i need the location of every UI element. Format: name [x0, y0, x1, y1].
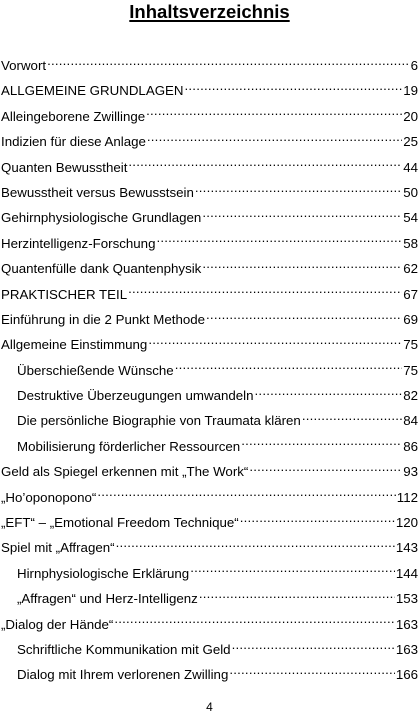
toc-entry-page: 6 — [410, 58, 418, 73]
toc-entry — [1, 612, 418, 637]
toc-entry — [1, 282, 418, 307]
dot-leader — [116, 539, 395, 552]
toc-entry — [1, 53, 418, 78]
toc-entry-page: 19 — [403, 83, 418, 99]
toc-entry-page: 67 — [403, 286, 418, 302]
toc-entry — [1, 129, 418, 154]
toc-entry-page: 93 — [403, 464, 418, 480]
toc-entry — [1, 78, 418, 103]
dot-leader — [175, 361, 403, 374]
dot-leader — [114, 615, 394, 628]
toc-entry-label: „Ho’oponopono“ — [1, 489, 97, 505]
toc-entry-page: 58 — [403, 235, 418, 251]
toc-entry — [1, 459, 418, 484]
toc-entry-label: Bewusstheit versus Bewusstsein — [1, 184, 194, 200]
toc-entry-page: 82 — [403, 388, 418, 404]
dot-leader — [199, 590, 395, 603]
dot-leader — [255, 387, 403, 400]
toc-entry — [1, 307, 418, 332]
toc-entry-label: „Dialog der Hände“ — [1, 616, 114, 632]
toc-entry — [1, 155, 418, 180]
toc-entry-page: 20 — [403, 108, 418, 124]
toc-entry-page: 143 — [395, 540, 418, 556]
toc-entry-page: 62 — [403, 261, 418, 277]
dot-leader — [302, 412, 402, 425]
toc-entry-label: Dialog mit Ihrem verlorenen Zwilling — [17, 667, 229, 683]
toc-entry-label: Überschießende Wünsche — [17, 362, 174, 378]
dot-leader — [97, 488, 395, 501]
toc-entry-page: 44 — [403, 159, 418, 175]
toc-entry — [1, 104, 418, 129]
toc-entry-page: 84 — [403, 413, 418, 429]
toc-entry-label: Geld als Spiegel erkennen mit „The Work“ — [1, 464, 249, 480]
dot-leader — [240, 514, 395, 527]
toc-entry-label: Alleingeborene Zwillinge — [1, 108, 146, 124]
dot-leader — [128, 158, 402, 171]
toc-entry-label: Allgemeine Einstimmung — [1, 337, 148, 353]
toc-entry-label: Gehirnphysiologische Grundlagen — [1, 210, 202, 226]
dot-leader — [128, 285, 402, 298]
toc-subentry — [17, 358, 418, 383]
toc-entry — [1, 535, 418, 560]
dot-leader — [202, 260, 402, 273]
toc-entry-page: 69 — [403, 311, 418, 327]
table-of-contents — [0, 53, 419, 688]
toc-subentry — [17, 383, 418, 408]
toc-entry-label: PRAKTISCHER TEIL — [1, 286, 128, 302]
toc-entry — [1, 485, 418, 510]
toc-entry-page: 25 — [403, 134, 418, 150]
toc-subentry — [17, 408, 418, 433]
dot-leader — [148, 336, 402, 349]
toc-entry-label: Destruktive Überzeugungen umwandeln — [17, 388, 254, 404]
dot-leader — [185, 82, 403, 95]
toc-subentry — [17, 434, 418, 459]
toc-entry-page: 54 — [403, 210, 418, 226]
toc-entry-label: Quantenfülle dank Quantenphysik — [1, 261, 202, 277]
dot-leader — [241, 438, 402, 451]
toc-subentry — [17, 586, 418, 611]
dot-leader — [190, 565, 395, 578]
dot-leader — [156, 234, 402, 247]
toc-entry-label: Herzintelligenz-Forschung — [1, 235, 156, 251]
toc-entry-label: Mobilisierung förderlicher Ressourcen — [17, 438, 241, 454]
toc-entry-label: Vorwort — [1, 58, 47, 73]
toc-entry — [1, 332, 418, 357]
toc-entry-page: 86 — [403, 438, 418, 454]
dot-leader — [232, 641, 395, 654]
dot-leader — [202, 209, 402, 222]
toc-entry — [1, 256, 418, 281]
toc-entry — [1, 510, 418, 535]
toc-subentry — [17, 561, 418, 586]
dot-leader — [47, 57, 410, 70]
toc-entry-label: Hirnphysiologische Erklärung — [17, 565, 190, 581]
toc-entry-page: 120 — [395, 515, 418, 531]
toc-entry-label: Indizien für diese Anlage — [1, 134, 146, 150]
toc-entry — [1, 231, 418, 256]
toc-entry-label: Spiel mit „Affragen“ — [1, 540, 115, 556]
dot-leader — [195, 184, 402, 197]
toc-entry-label: Einführung in die 2 Punkt Methode — [1, 311, 206, 327]
dot-leader — [249, 463, 402, 476]
dot-leader — [206, 311, 402, 324]
toc-entry-page: 163 — [395, 641, 418, 657]
toc-entry-page: 50 — [403, 184, 418, 200]
toc-entry-page: 112 — [396, 489, 418, 505]
toc-entry — [1, 180, 418, 205]
dot-leader — [229, 666, 394, 679]
toc-entry-label: ALLGEMEINE GRUNDLAGEN — [1, 83, 184, 99]
dot-leader — [146, 107, 402, 120]
toc-entry-label: Quanten Bewusstheit — [1, 159, 128, 175]
toc-entry-label: Schriftliche Kommunikation mit Geld — [17, 641, 231, 657]
toc-entry-label: Die persönliche Biographie von Traumata klären — [17, 413, 301, 429]
dot-leader — [147, 133, 402, 146]
toc-entry-page: 144 — [395, 565, 418, 581]
toc-entry-page: 75 — [403, 362, 418, 378]
page-number: 4 — [206, 700, 213, 714]
toc-subentry — [17, 637, 418, 662]
toc-entry-label: „EFT“ – „Emotional Freedom Technique“ — [1, 515, 239, 531]
toc-entry-page: 166 — [395, 667, 418, 683]
toc-subentry — [17, 662, 418, 687]
toc-entry — [1, 205, 418, 230]
toc-entry-page: 75 — [403, 337, 418, 353]
toc-entry-label: „Affragen“ und Herz-Intelligenz — [17, 591, 198, 607]
page-title: Inhaltsverzeichnis — [129, 1, 290, 22]
toc-entry-page: 163 — [395, 616, 418, 632]
toc-entry-page: 153 — [395, 591, 418, 607]
